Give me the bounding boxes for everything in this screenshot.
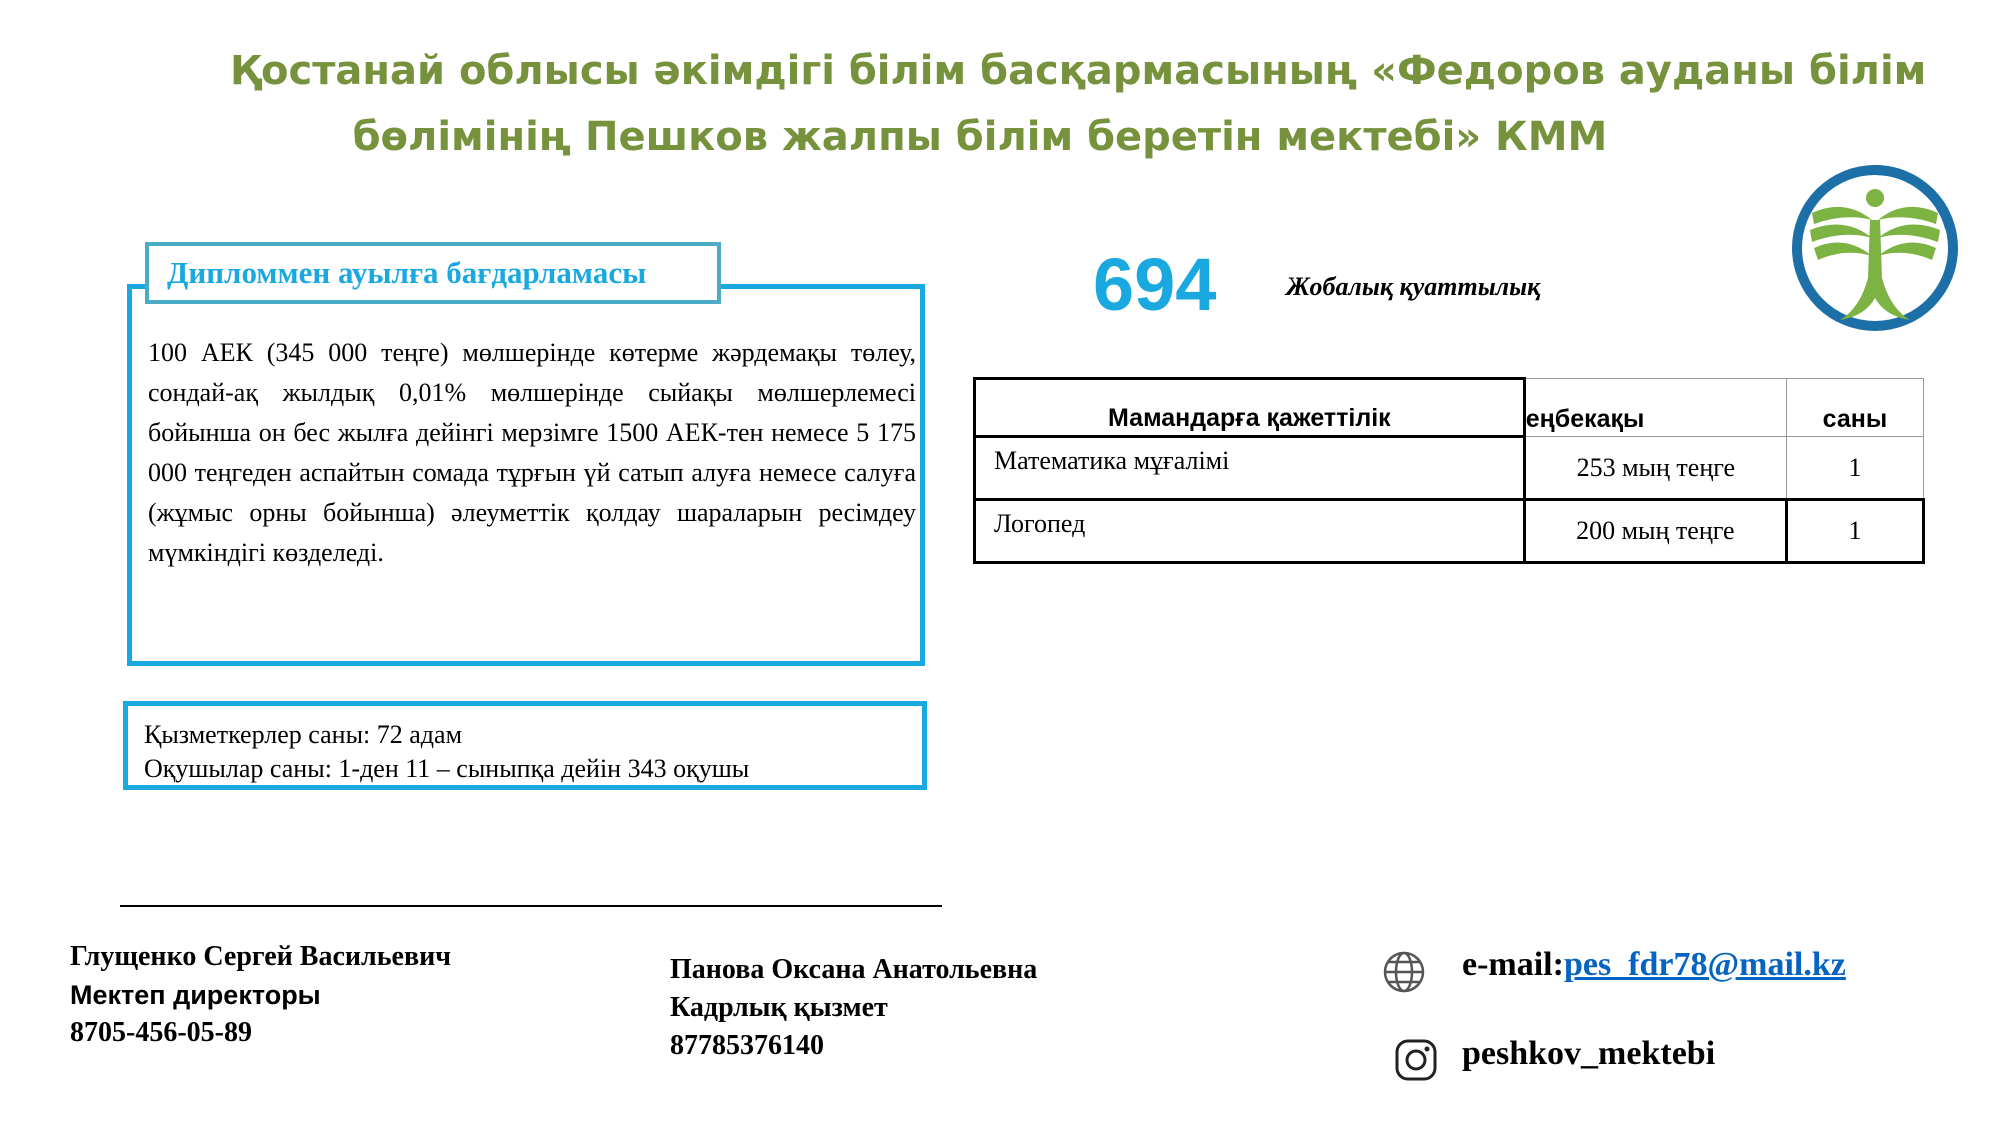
page-title xyxy=(230,38,1927,170)
header-position: Мамандарға қажеттілік xyxy=(975,379,1525,437)
director-phone: 8705-456-05-89 xyxy=(70,1017,252,1048)
header-salary: еңбекақы xyxy=(1524,379,1786,437)
hr-name: Панова Оксана Анатольевна xyxy=(670,954,1038,985)
row-salary: 200 мың теңге xyxy=(1524,500,1786,563)
needs-table xyxy=(973,377,1925,564)
program-text: 100 АЕК (345 000 теңге) мөлшерінде көтерме жәрдемақы төлеу, сондай-ақ жылдық 0,01% мөлшерінде сыйақы мөлшерлемесі бойынша он бес жылға дейінгі мерзімге 1500 АЕК-тен немесе 5 175 000 теңгеден аспайтын сомада тұрғын үй сатып алуға немесе салуға (жұмыс орны бойынша) әлеуметтік қолдау шараларын ресімдеу мүмкіндігі көзделеді. xyxy=(148,338,916,567)
row-count: 1 xyxy=(1786,437,1923,500)
email-link[interactable]: pes_fdr78@mail.kz xyxy=(1563,946,1846,983)
hr-phone: 87785376140 xyxy=(670,1030,824,1061)
row-position: Математика мұғалімі xyxy=(975,437,1525,500)
row-salary: 253 мың теңге xyxy=(1524,437,1786,500)
staff-box xyxy=(123,701,927,790)
director-name: Глущенко Сергей Васильевич xyxy=(70,941,452,972)
hr-role: Кадрлық қызмет xyxy=(670,992,888,1023)
capacity-label: Жобалық қуаттылық xyxy=(1286,272,1541,301)
employee-count: Қызметкерлер саны: 72 адам xyxy=(144,720,463,749)
director-role: Мектеп директоры xyxy=(70,980,321,1010)
globe-icon xyxy=(1382,950,1426,994)
title-line-2: бөлімінің Пешков жалпы білім беретін мектебі» КММ xyxy=(352,114,1608,160)
email-prefix: e-mail: xyxy=(1462,946,1564,983)
table-header-row xyxy=(975,379,1924,437)
instagram-icon xyxy=(1394,1038,1438,1082)
education-logo-icon xyxy=(1790,158,1960,338)
program-label: Дипломмен ауылға бағдарламасы xyxy=(145,242,721,304)
email-line xyxy=(1462,942,1846,988)
row-count: 1 xyxy=(1786,500,1923,563)
table-row xyxy=(975,500,1924,563)
student-count: Оқушылар саны: 1-ден 11 – сыныпқа дейін 343 оқушы xyxy=(144,754,750,783)
row-position: Логопед xyxy=(975,500,1525,563)
director-contact xyxy=(70,938,451,1052)
capacity-number: 694 xyxy=(1093,243,1217,326)
hr-contact xyxy=(670,951,1037,1065)
instagram-handle[interactable]: peshkov_mektebi xyxy=(1462,1035,1716,1072)
divider xyxy=(120,905,942,907)
table-row xyxy=(975,437,1924,500)
title-line-1: Қостанай облысы әкімдігі білім басқармасының «Федоров ауданы білім xyxy=(230,48,1927,94)
header-count: саны xyxy=(1786,379,1923,437)
